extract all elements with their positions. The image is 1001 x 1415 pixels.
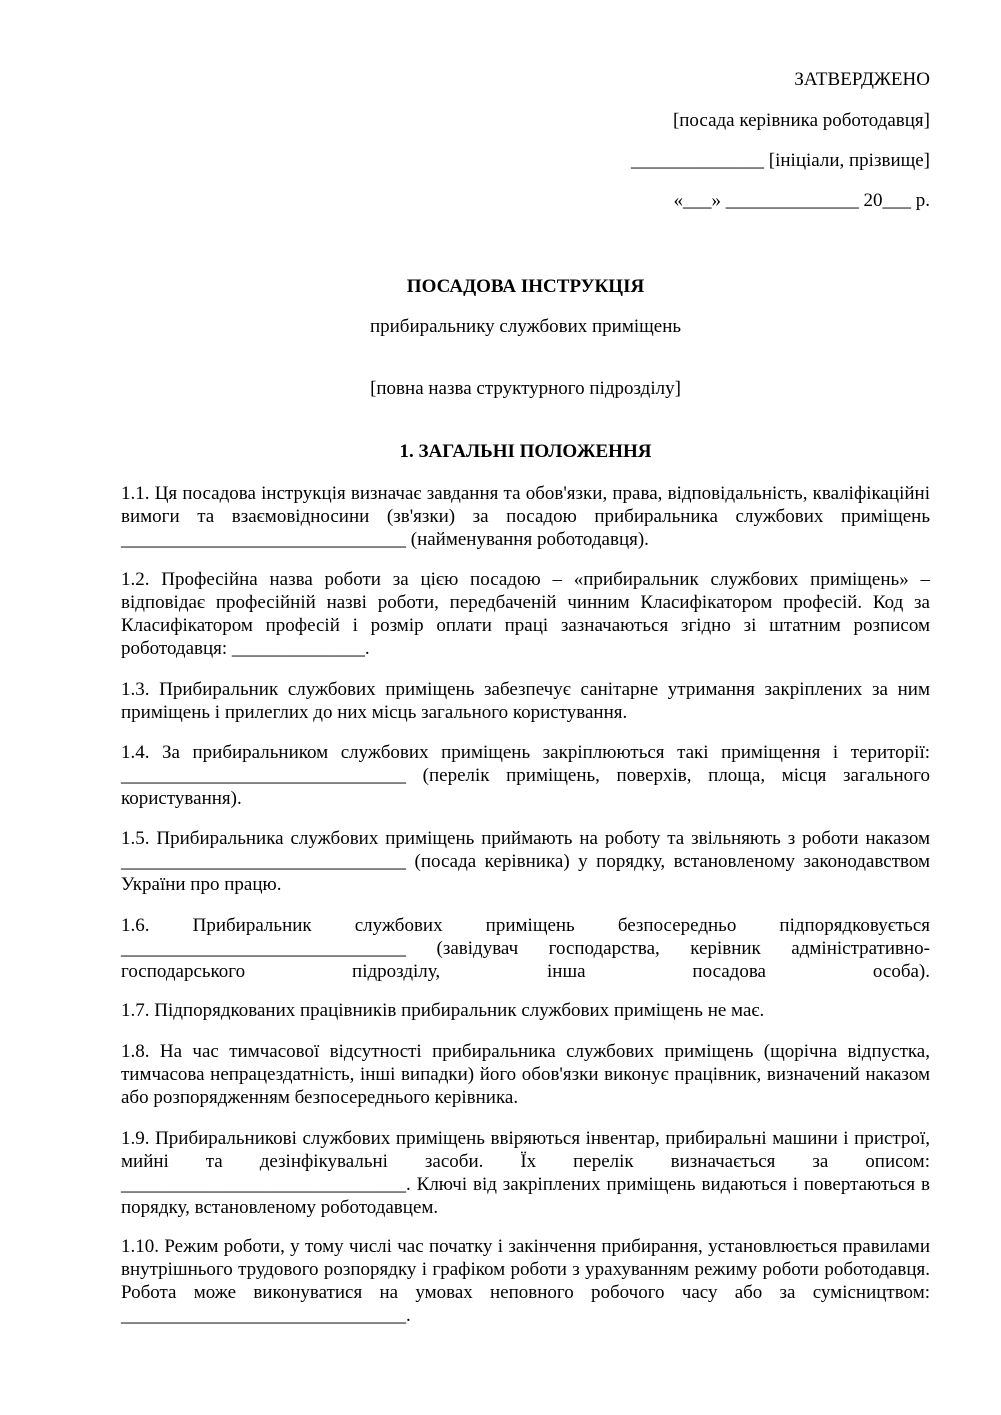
- paragraph-1-7: 1.7. Підпорядкованих працівників прибиральник службових приміщень не має.: [121, 1000, 765, 1021]
- approval-date-line: «___» ______________ 20___ р.: [673, 190, 930, 211]
- approver-position: [посада керівника роботодавця]: [672, 110, 930, 131]
- department-placeholder: [повна назва структурного підрозділу]: [370, 378, 681, 399]
- paragraph-1-3: 1.3. Прибиральник службових приміщень забезпечує санітарне утримання закріплених за ним приміщень і прилеглих до них місць загального користування.: [121, 679, 930, 723]
- document-title: ПОСАДОВА ІНСТРУКЦІЯ: [406, 276, 645, 297]
- paragraph-1-10: 1.10. Режим роботи, у тому числі час початку і закінчення прибирання, установлюється правилами внутрішнього трудового розпорядку і графіком роботи з урахуванням режиму роботи роботодавця. Робота може виконуватися на умовах неповного робочого часу або за сумісництвом: ______________________________.: [121, 1236, 930, 1326]
- paragraph-1-9: 1.9. Прибиральникові службових приміщень ввіряються інвентар, прибиральні машини і пристрої, мийні та дезінфікувальні засоби. Їх перелік визначається за описом: ______________________________. Ключі від закріплених приміщень видаються і повертаються в порядку, встановленому роботодавцем.: [121, 1128, 930, 1218]
- section-heading: 1. ЗАГАЛЬНІ ПОЛОЖЕННЯ: [399, 441, 652, 462]
- paragraph-1-4: 1.4. За прибиральником службових приміщень закріплюються такі приміщення і території: ______________________________ (перелік приміщень, поверхів, площа, місця загального користування).: [121, 742, 930, 809]
- paragraph-1-6: 1.6. Прибиральник службових приміщень безпосередньо підпорядковується ______________________________ (завідувач господарства, керівник адміністративно-господарського підрозділу, інша посадова особа).: [121, 915, 930, 982]
- paragraph-1-5: 1.5. Прибиральника службових приміщень приймають на роботу та звільняють з роботи наказом ______________________________ (посада керівника) у порядку, встановленому законодавством України про працю.: [121, 828, 930, 895]
- approval-stamp: ЗАТВЕРДЖЕНО: [794, 69, 930, 90]
- document-subtitle: прибиральнику службових приміщень: [369, 316, 682, 337]
- approver-signature-line: ______________ [ініціали, прізвище]: [631, 150, 930, 171]
- paragraph-1-1: 1.1. Ця посадова інструкція визначає завдання та обов'язки, права, відповідальність, кваліфікаційні вимоги та взаємовідносини (зв'язки) за посадою прибиральника службових приміщень ______________________________ (найменування роботодавця).: [121, 483, 930, 550]
- paragraph-1-2: 1.2. Професійна назва роботи за цією посадою – «прибиральник службових приміщень» – відповідає професійній назві роботи, передбаченій чинним Класифікатором професій. Код за Класифікатором професій і розмір оплати праці зазначаються згідно зі штатним розписом роботодавця: ______________.: [121, 569, 930, 659]
- paragraph-1-8: 1.8. На час тимчасової відсутності прибиральника службових приміщень (щорічна відпустка, тимчасова непрацездатність, інші випадки) його обов'язки виконує працівник, визначений наказом або розпорядженням безпосереднього керівника.: [121, 1041, 930, 1108]
